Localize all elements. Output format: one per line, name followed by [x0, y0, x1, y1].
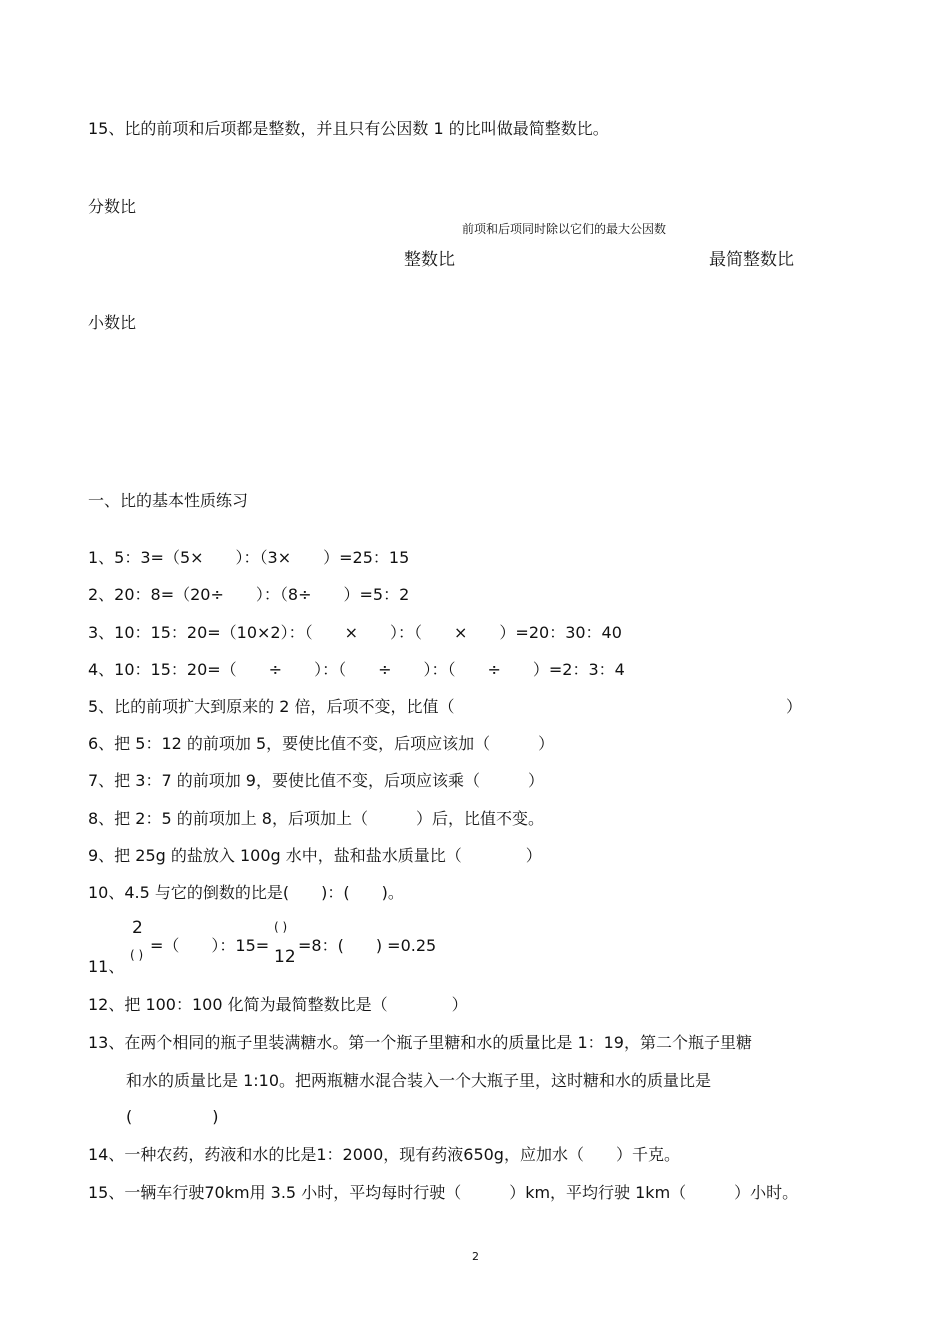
fraction-1-denominator: ( )	[130, 948, 144, 962]
fraction-1-numerator: 2	[132, 918, 143, 938]
exercise-8: 8、把 2：5 的前项加上 8，后项加上（ ）后，比值不变。	[88, 809, 544, 828]
exercise-3: 3、10：15：20=（10×2）：（ × ）：（ × ）=20：30：40	[88, 623, 622, 642]
exercise-10: 10、4.5 与它的倒数的比是( )：( )。	[88, 883, 404, 902]
exercise-14: 14、一种农药，药液和水的比是1：2000，现有药液650g，应加水（ ）千克。	[88, 1145, 680, 1164]
exercise-9: 9、把 25g 的盐放入 100g 水中，盐和盐水质量比（ ）	[88, 846, 542, 865]
fraction-ratio-label: 分数比	[88, 197, 137, 216]
fraction-2-numerator: ( )	[274, 920, 288, 934]
section-title: 一、比的基本性质练习	[88, 491, 249, 510]
fraction-2-denominator: 12	[274, 947, 296, 967]
exercise-11-label: 11、	[88, 957, 125, 976]
integer-ratio-label: 整数比	[404, 250, 455, 270]
exercise-12: 12、把 100：100 化简为最简整数比是（ ）	[88, 995, 468, 1014]
exercise-7: 7、把 3：7 的前项加 9，要使比值不变，后项应该乘（ ）	[88, 771, 544, 790]
exercise-13-line-2: 和水的质量比是 1:10。把两瓶糖水混合装入一个大瓶子里，这时糖和水的质量比是	[126, 1071, 712, 1090]
exercise-1: 1、5：3=（5× ）：（3× ）=25：15	[88, 548, 410, 567]
gcd-instruction: 前项和后项同时除以它们的最大公因数	[462, 222, 667, 236]
exercise-15: 15、一辆车行驶70km用 3.5 小时，平均每时行驶（ ）km，平均行驶 1km（ ）小时。	[88, 1183, 799, 1202]
exercise-5-close-paren: ）	[786, 697, 803, 716]
exercise-11-part-2: =8：( ) =0.25	[298, 936, 437, 955]
page-number: 2	[472, 1250, 479, 1263]
exercise-11-part-1: =（ ）：15=	[150, 936, 270, 955]
exercise-6: 6、把 5：12 的前项加 5，要使比值不变，后项应该加（ ）	[88, 734, 555, 753]
exercise-4: 4、10：15：20=（ ÷ ）：（ ÷ ）：（ ÷ ）=2：3：4	[88, 660, 625, 679]
exercise-5: 5、比的前项扩大到原来的 2 倍，后项不变，比值（	[88, 697, 455, 716]
exercise-13-line-1: 13、在两个相同的瓶子里装满糖水。第一个瓶子里糖和水的质量比是 1：19，第二个瓶子里糖	[88, 1033, 752, 1052]
decimal-ratio-label: 小数比	[88, 313, 137, 332]
exercise-13-line-3: ( )	[126, 1107, 219, 1126]
simplest-ratio-label: 最简整数比	[709, 250, 794, 270]
definition-heading: 15、比的前项和后项都是整数，并且只有公因数 1 的比叫做最简整数比。	[88, 119, 609, 138]
exercise-2: 2、20：8=（20÷ ）：（8÷ ）=5：2	[88, 585, 410, 604]
